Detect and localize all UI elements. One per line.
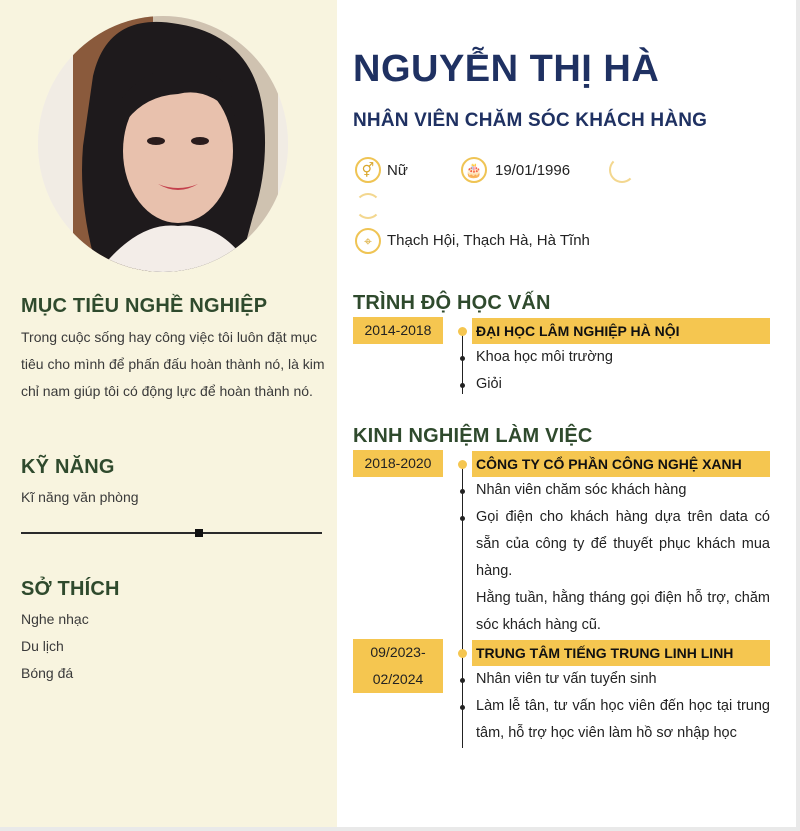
page-edge — [0, 827, 800, 831]
phone-icon — [609, 157, 635, 183]
gender-value: Nữ — [387, 162, 408, 179]
portrait-photo — [38, 16, 288, 272]
avatar — [38, 16, 288, 272]
cake-icon: 🎂 — [461, 157, 487, 183]
experience-date-start: 09/2023- — [370, 644, 426, 660]
skill-name: Kĩ năng văn phòng — [21, 489, 139, 505]
experience-line: Nhân viên tư vấn tuyển sinh — [476, 671, 657, 687]
skills-heading: KỸ NĂNG — [21, 456, 115, 478]
email-icon — [355, 193, 381, 219]
timeline-bullet — [460, 489, 465, 494]
page-edge — [796, 0, 800, 831]
location-icon: ⌖ — [355, 228, 381, 254]
job-title: NHÂN VIÊN CHĂM SÓC KHÁCH HÀNG — [353, 110, 708, 131]
education-heading: TRÌNH ĐỘ HỌC VẤN — [353, 292, 551, 314]
address-value: Thạch Hội, Thạch Hà, Hà Tĩnh — [387, 232, 590, 249]
experience-line: Gọi điện cho khách hàng dựa trên data có sẵn của công ty để thuyết phục khách mua hàng. — [476, 509, 770, 579]
objective-heading: MỤC TIÊU NGHỀ NGHIỆP — [21, 295, 268, 317]
birthday-value: 19/01/1996 — [495, 162, 571, 179]
timeline-bullet — [460, 356, 465, 361]
experience-company: TRUNG TÂM TIẾNG TRUNG LINH LINH — [472, 640, 770, 666]
gender-icon: ⚥ — [355, 157, 381, 183]
experience-line: Hằng tuần, hằng tháng gọi điện hỗ trợ, chăm sóc khách hàng cũ. — [476, 590, 770, 633]
candidate-name: NGUYỄN THỊ HÀ — [353, 48, 660, 90]
skill-level-bar — [21, 532, 322, 534]
skill-level-marker — [195, 529, 203, 537]
hobby-item: Du lịch — [21, 638, 64, 654]
timeline-bullet — [460, 705, 465, 710]
timeline-dot — [458, 460, 467, 469]
education-line: Giỏi — [476, 376, 502, 392]
timeline-dot — [458, 327, 467, 336]
timeline-bullet — [460, 516, 465, 521]
hobby-item: Nghe nhạc — [21, 611, 89, 627]
hobby-item: Bóng đá — [21, 665, 74, 681]
education-school: ĐẠI HỌC LÂM NGHIỆP HÀ NỘI — [472, 318, 770, 344]
timeline-bullet — [460, 383, 465, 388]
timeline-dot — [458, 649, 467, 658]
hobbies-heading: SỞ THÍCH — [21, 578, 120, 600]
experience-date — [353, 639, 443, 693]
experience-date-end: 02/2024 — [372, 671, 424, 687]
objective-text: Trong cuộc sống hay công việc tôi luôn đặt mục tiêu cho mình để phấn đấu hoàn thành nó, là kim chỉ nam giúp tôi có động lực để hoàn thành nó. — [21, 329, 325, 399]
experience-heading: KINH NGHIỆM LÀM VIỆC — [353, 425, 593, 447]
experience-company: CÔNG TY CỔ PHẦN CÔNG NGHỆ XANH — [472, 451, 770, 477]
experience-line: Nhân viên chăm sóc khách hàng — [476, 482, 687, 498]
experience-line: Làm lễ tân, tư vấn học viên đến học tại trung tâm, hỗ trợ học viên làm hồ sơ nhập học — [476, 698, 770, 741]
education-date: 2014-2018 — [353, 317, 443, 344]
experience-date: 2018-2020 — [353, 450, 443, 477]
timeline-bullet — [460, 678, 465, 683]
education-line: Khoa học môi trường — [476, 349, 613, 365]
